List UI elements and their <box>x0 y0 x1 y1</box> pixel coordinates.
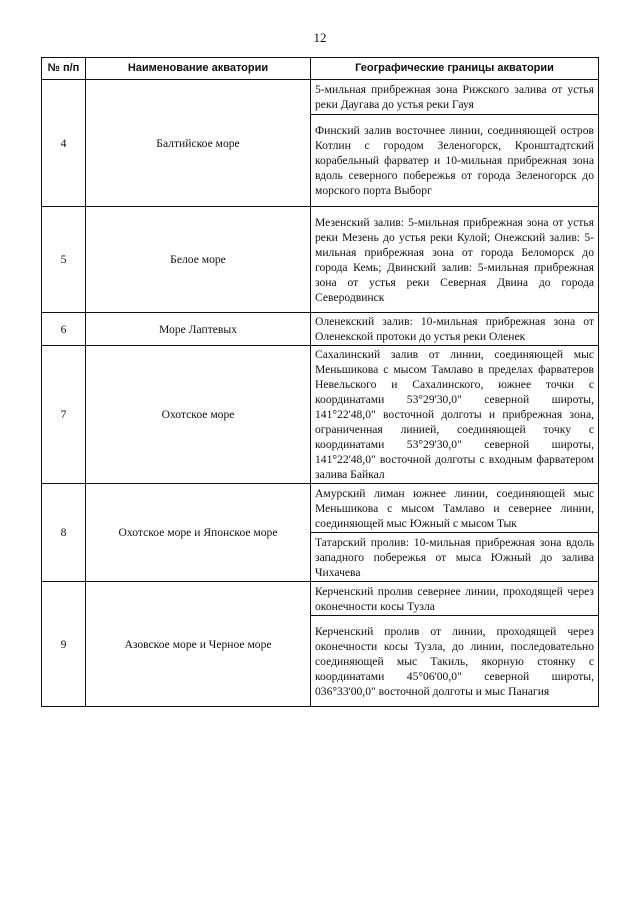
water-areas-table <box>41 57 599 707</box>
table-row <box>42 313 599 346</box>
area-bounds: Керченский пролив севернее линии, проходящей через оконечности косы Тузла <box>311 582 599 616</box>
table-row <box>42 582 599 616</box>
table-body <box>42 80 599 707</box>
area-name: Азовское море и Черное море <box>86 582 311 707</box>
row-num: 6 <box>42 313 86 346</box>
page-number: 12 <box>313 30 327 45</box>
area-name: Море Лаптевых <box>86 313 311 346</box>
area-bounds: Оленекский залив: 10-мильная прибрежная зона от Оленекской протоки до устья реки Оленек <box>311 313 599 346</box>
area-bounds: Сахалинский залив от линии, соединяющей мыс Меньшикова с мысом Тамлаво в пределах фарватеров Невельского и Сахалинского, южнее точки с координатами 53°29'30,0" северной широты, 141°22'48,0" восточной долготы и прибрежная зона, ограниченная линией, соединяющей точку с координатами 53°29'30,0" северной широты, 141°22'48,0" восточной долготы с входным фарватером залива Байкал <box>311 346 599 484</box>
header-bounds: Географические границы акватории <box>311 58 599 80</box>
area-bounds: Керченский пролив от линии, проходящей через оконечности косы Тузла, до линии, последовательно соединяющей мыс Такиль, якорную стоянку с координатами 45°06'00,0" северной широты, 036°33'00,0" восточной долготы и мыс Панагия <box>311 616 599 707</box>
table-row <box>42 346 599 484</box>
area-bounds: Мезенский залив: 5-мильная прибрежная зона от устья реки Мезень до устья реки Кулой; Онежский залив: 5-мильная прибрежная зона от города Беломорск до города Кемь; Двинский залив: 5-мильная прибрежная зона от устья реки Северная Двина до города Северодвинск <box>311 207 599 313</box>
table-header <box>42 58 599 80</box>
row-num: 4 <box>42 80 86 207</box>
table-row <box>42 484 599 533</box>
area-name: Охотское море <box>86 346 311 484</box>
area-bounds: 5-мильная прибрежная зона Рижского залива от устья реки Даугава до устья реки Гауя <box>311 80 599 115</box>
row-num: 8 <box>42 484 86 582</box>
header-num: № п/п <box>42 58 86 80</box>
table-row <box>42 80 599 115</box>
row-num: 9 <box>42 582 86 707</box>
area-bounds: Финский залив восточнее линии, соединяющей остров Котлин с городом Зеленогорск, Кронштадтский корабельный фарватер и 10-мильная прибрежная зона вдоль северного побережья от города Зеленогорск до морского порта Выборг <box>311 115 599 207</box>
area-name: Охотское море и Японское море <box>86 484 311 582</box>
header-row <box>42 58 599 80</box>
area-name: Белое море <box>86 207 311 313</box>
area-bounds: Татарский пролив: 10-мильная прибрежная зона вдоль западного побережья от мыса Южный до залива Чихачева <box>311 533 599 582</box>
table-row <box>42 207 599 313</box>
area-name: Балтийское море <box>86 80 311 207</box>
row-num: 5 <box>42 207 86 313</box>
area-bounds: Амурский лиман южнее линии, соединяющей мыс Меньшикова с мысом Тамлаво и севернее линии, соединяющей мыс Южный с мысом Тык <box>311 484 599 533</box>
row-num: 7 <box>42 346 86 484</box>
header-name: Наименование акватории <box>86 58 311 80</box>
